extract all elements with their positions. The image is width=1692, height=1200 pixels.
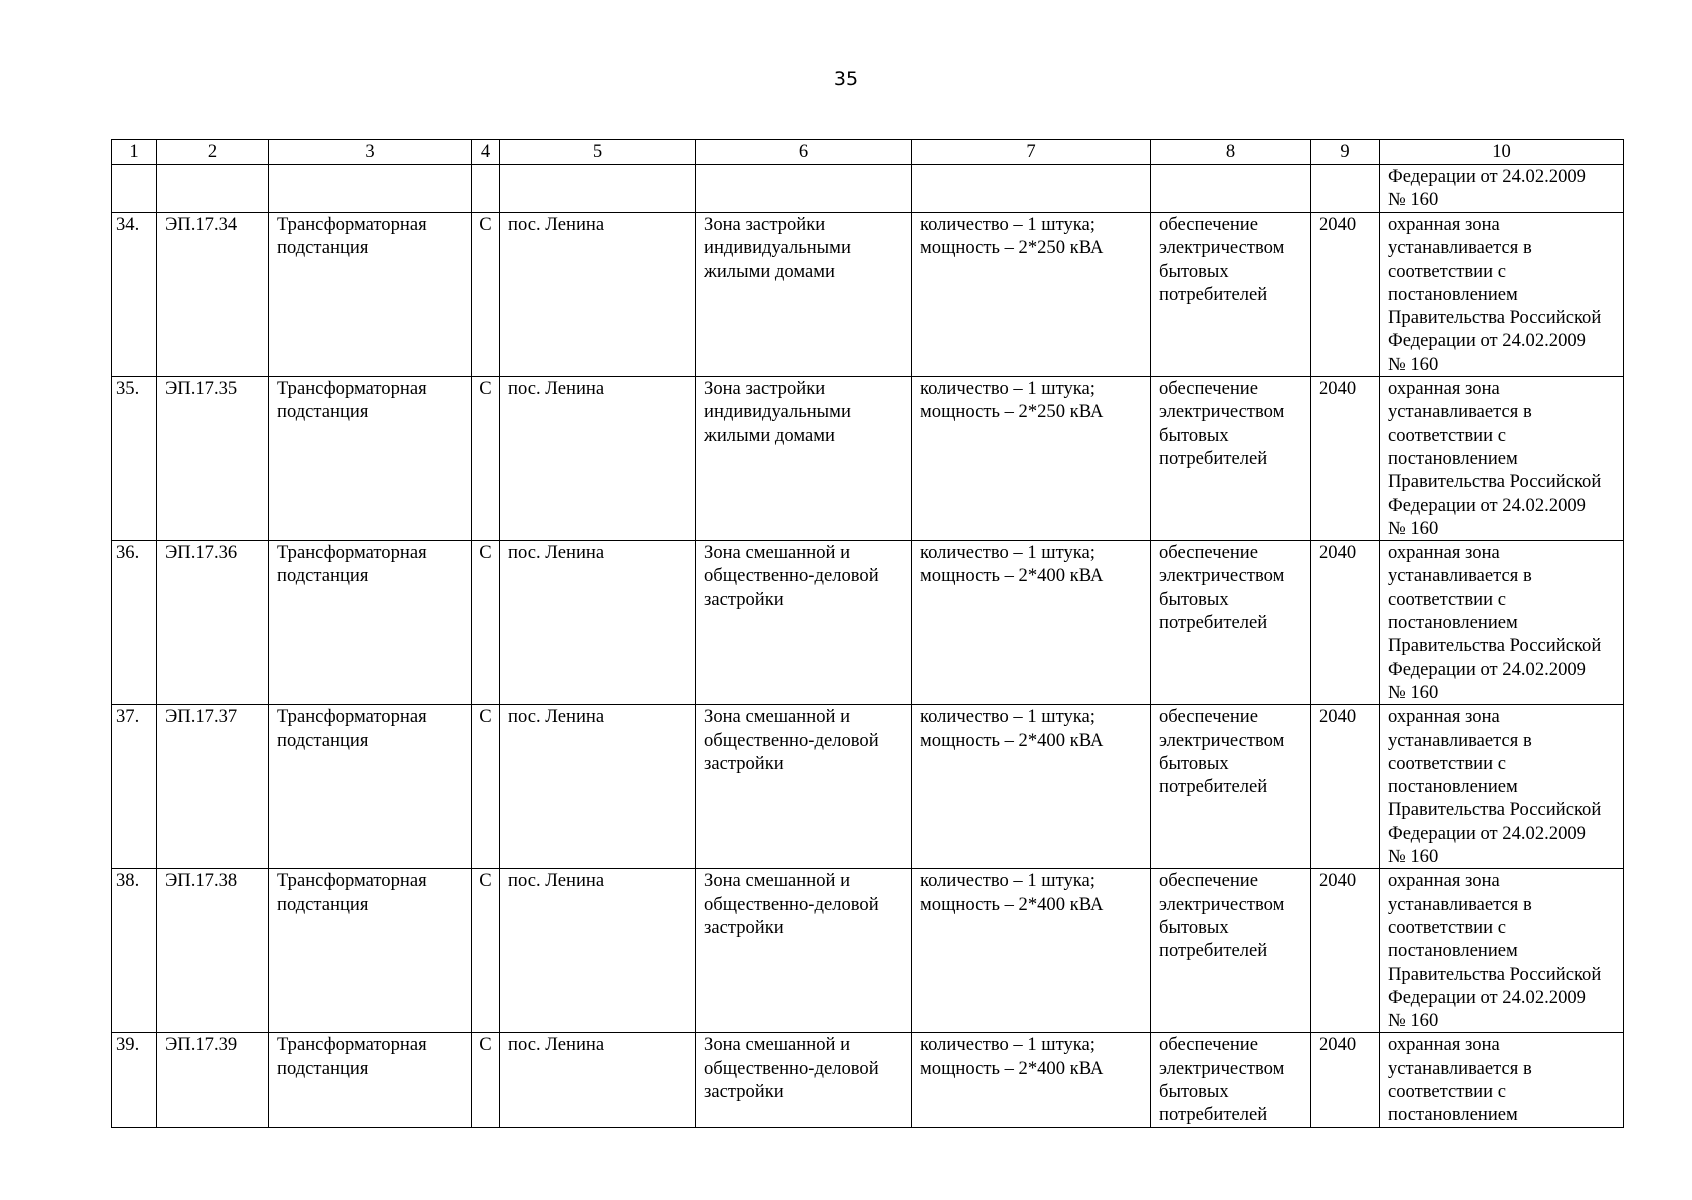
status-cell: С — [472, 869, 500, 1033]
cell-line: мощность – 2*250 кВА — [920, 401, 1104, 423]
note-cell — [1380, 705, 1624, 869]
cell-line: бытовых — [1159, 916, 1229, 938]
column-number-cell: 9 — [1311, 140, 1380, 165]
cell-line: Правительства Российской — [1388, 799, 1602, 821]
object-name-cell — [269, 541, 472, 705]
row-number-cell: 35. — [112, 377, 157, 541]
column-number-cell: 8 — [1151, 140, 1311, 165]
cell-line: соответствии с — [1388, 260, 1506, 282]
object-code-cell: ЭП.17.39 — [157, 1033, 269, 1127]
location-cell: пос. Ленина — [500, 213, 696, 377]
cell-line: жилыми домами — [704, 260, 835, 282]
status-cell: С — [472, 377, 500, 541]
cell-line: потребителей — [1159, 940, 1268, 962]
cell-line: подстанция — [277, 729, 369, 751]
cell-line: постановлением — [1388, 283, 1518, 305]
cell-line: подстанция — [277, 893, 369, 915]
cell-line: Правительства Российской — [1388, 307, 1602, 329]
cell-line: Федерации от 24.02.2009 — [1388, 166, 1586, 187]
cell-line: Трансформаторная — [277, 542, 427, 564]
purpose-cell — [1151, 377, 1311, 541]
parameters-cell — [912, 213, 1151, 377]
cell-line: бытовых — [1159, 260, 1229, 282]
cell-line: Трансформаторная — [277, 870, 427, 892]
year-cell: 2040 — [1311, 1033, 1380, 1127]
cell-line: индивидуальными — [704, 237, 851, 259]
column-number-cell: 6 — [696, 140, 912, 165]
cell-line: Федерации от 24.02.2009 — [1388, 494, 1586, 516]
location-cell: пос. Ленина — [500, 377, 696, 541]
table-cell — [1311, 165, 1380, 213]
object-code-cell: ЭП.17.34 — [157, 213, 269, 377]
cell-line: постановлением — [1388, 776, 1518, 798]
cell-line: охранная зона — [1388, 378, 1500, 400]
cell-line: охранная зона — [1388, 214, 1500, 235]
cell-line: соответствии с — [1388, 424, 1506, 446]
cell-line: количество – 1 штука; — [920, 870, 1095, 892]
cell-line: Зона застройки — [704, 378, 826, 400]
cell-line: электричеством — [1159, 565, 1285, 587]
table-cell — [1380, 165, 1624, 213]
cell-line: общественно-деловой — [704, 1057, 879, 1079]
cell-line: потребителей — [1159, 283, 1268, 305]
column-number-cell: 10 — [1380, 140, 1624, 165]
cell-line: количество – 1 штука; — [920, 706, 1095, 728]
column-number-cell: 5 — [500, 140, 696, 165]
cell-line: устанавливается в — [1388, 893, 1532, 915]
year-cell: 2040 — [1311, 705, 1380, 869]
cell-line: застройки — [704, 916, 784, 938]
note-cell — [1380, 1033, 1624, 1127]
row-number-cell: 34. — [112, 213, 157, 377]
note-cell — [1380, 377, 1624, 541]
table-cell — [696, 165, 912, 213]
cell-line: соответствии с — [1388, 1080, 1506, 1102]
page-number: 35 — [833, 68, 859, 90]
row-number-cell: 37. — [112, 705, 157, 869]
cell-line: потребителей — [1159, 1104, 1268, 1126]
cell-line: Зона застройки — [704, 214, 826, 235]
cell-line: мощность – 2*400 кВА — [920, 1057, 1104, 1079]
table-row — [112, 377, 1624, 541]
cell-line: бытовых — [1159, 752, 1229, 774]
table-row — [112, 1033, 1624, 1127]
cell-line: застройки — [704, 588, 784, 610]
location-cell: пос. Ленина — [500, 705, 696, 869]
continuation-row — [112, 165, 1624, 213]
zone-cell — [696, 213, 912, 377]
cell-line: Трансформаторная — [277, 214, 427, 235]
cell-line: общественно-деловой — [704, 893, 879, 915]
table-row — [112, 869, 1624, 1033]
cell-line: электричеством — [1159, 729, 1285, 751]
cell-line: Федерации от 24.02.2009 — [1388, 986, 1586, 1008]
object-name-cell — [269, 1033, 472, 1127]
object-code-cell: ЭП.17.36 — [157, 541, 269, 705]
cell-line: подстанция — [277, 401, 369, 423]
cell-line: застройки — [704, 1080, 784, 1102]
parameters-cell — [912, 1033, 1151, 1127]
cell-line: Зона смешанной и — [704, 706, 851, 728]
cell-line: постановлением — [1388, 447, 1518, 469]
cell-line: электричеством — [1159, 1057, 1285, 1079]
cell-line: охранная зона — [1388, 1034, 1500, 1056]
cell-line: устанавливается в — [1388, 1057, 1532, 1079]
parameters-cell — [912, 869, 1151, 1033]
cell-line: обеспечение — [1159, 378, 1258, 400]
zone-cell — [696, 541, 912, 705]
cell-line: устанавливается в — [1388, 237, 1532, 259]
location-cell: пос. Ленина — [500, 1033, 696, 1127]
cell-line: охранная зона — [1388, 706, 1500, 728]
cell-line: охранная зона — [1388, 870, 1500, 892]
cell-line: потребителей — [1159, 447, 1268, 469]
cell-line: мощность – 2*400 кВА — [920, 729, 1104, 751]
cell-line: № 160 — [1388, 1010, 1439, 1032]
cell-line: застройки — [704, 752, 784, 774]
cell-line: Зона смешанной и — [704, 870, 851, 892]
cell-line: Зона смешанной и — [704, 1034, 851, 1056]
object-code-cell: ЭП.17.37 — [157, 705, 269, 869]
cell-line: электричеством — [1159, 401, 1285, 423]
cell-line: обеспечение — [1159, 542, 1258, 564]
cell-line: № 160 — [1388, 517, 1439, 539]
table-row — [112, 541, 1624, 705]
cell-line: охранная зона — [1388, 542, 1500, 564]
column-number-cell: 7 — [912, 140, 1151, 165]
cell-line: подстанция — [277, 565, 369, 587]
cell-line: обеспечение — [1159, 214, 1258, 235]
cell-line: Правительства Российской — [1388, 963, 1602, 985]
cell-line: устанавливается в — [1388, 401, 1532, 423]
cell-line: Правительства Российской — [1388, 635, 1602, 657]
table-cell — [157, 165, 269, 213]
cell-line: подстанция — [277, 237, 369, 259]
zone-cell — [696, 377, 912, 541]
column-number-cell: 3 — [269, 140, 472, 165]
purpose-cell — [1151, 213, 1311, 377]
cell-line: соответствии с — [1388, 752, 1506, 774]
cell-line: соответствии с — [1388, 588, 1506, 610]
cell-line: Трансформаторная — [277, 706, 427, 728]
cell-line: количество – 1 штука; — [920, 378, 1095, 400]
cell-line: количество – 1 штука; — [920, 214, 1095, 235]
cell-line: № 160 — [1388, 681, 1439, 703]
cell-line: № 160 — [1388, 353, 1439, 375]
cell-line: обеспечение — [1159, 870, 1258, 892]
planned-objects-table — [111, 139, 1624, 1128]
parameters-cell — [912, 705, 1151, 869]
table-row — [112, 705, 1624, 869]
purpose-cell — [1151, 1033, 1311, 1127]
table-cell — [1151, 165, 1311, 213]
year-cell: 2040 — [1311, 213, 1380, 377]
parameters-cell — [912, 541, 1151, 705]
cell-line: мощность – 2*400 кВА — [920, 565, 1104, 587]
cell-line: Федерации от 24.02.2009 — [1388, 658, 1586, 680]
cell-line: мощность – 2*250 кВА — [920, 237, 1104, 259]
zone-cell — [696, 1033, 912, 1127]
cell-line: Трансформаторная — [277, 1034, 427, 1056]
cell-line: соответствии с — [1388, 916, 1506, 938]
cell-line: бытовых — [1159, 1080, 1229, 1102]
column-number-cell: 4 — [472, 140, 500, 165]
note-cell — [1380, 213, 1624, 377]
table-row — [112, 213, 1624, 377]
object-name-cell — [269, 377, 472, 541]
cell-line: общественно-деловой — [704, 565, 879, 587]
column-number-cell: 1 — [112, 140, 157, 165]
cell-line: количество – 1 штука; — [920, 542, 1095, 564]
year-cell: 2040 — [1311, 541, 1380, 705]
purpose-cell — [1151, 705, 1311, 869]
parameters-cell — [912, 377, 1151, 541]
cell-line: Трансформаторная — [277, 378, 427, 400]
location-cell: пос. Ленина — [500, 869, 696, 1033]
cell-line: жилыми домами — [704, 424, 835, 446]
object-name-cell — [269, 705, 472, 869]
cell-line: бытовых — [1159, 588, 1229, 610]
status-cell: С — [472, 1033, 500, 1127]
purpose-cell — [1151, 541, 1311, 705]
cell-line: бытовых — [1159, 424, 1229, 446]
cell-line: постановлением — [1388, 940, 1518, 962]
zone-cell — [696, 869, 912, 1033]
row-number-cell: 39. — [112, 1033, 157, 1127]
cell-line: Правительства Российской — [1388, 471, 1602, 493]
cell-line: потребителей — [1159, 612, 1268, 634]
object-name-cell — [269, 213, 472, 377]
purpose-cell — [1151, 869, 1311, 1033]
status-cell: С — [472, 541, 500, 705]
object-name-cell — [269, 869, 472, 1033]
cell-line: индивидуальными — [704, 401, 851, 423]
table-cell — [912, 165, 1151, 213]
zone-cell — [696, 705, 912, 869]
row-number-cell: 38. — [112, 869, 157, 1033]
cell-line: количество – 1 штука; — [920, 1034, 1095, 1056]
table-cell — [269, 165, 472, 213]
cell-line: № 160 — [1388, 846, 1439, 868]
cell-line: Федерации от 24.02.2009 — [1388, 822, 1586, 844]
object-code-cell: ЭП.17.38 — [157, 869, 269, 1033]
cell-line: устанавливается в — [1388, 565, 1532, 587]
note-cell — [1380, 869, 1624, 1033]
cell-line: мощность – 2*400 кВА — [920, 893, 1104, 915]
cell-line: электричеством — [1159, 893, 1285, 915]
table-cell — [112, 165, 157, 213]
cell-line: обеспечение — [1159, 706, 1258, 728]
year-cell: 2040 — [1311, 377, 1380, 541]
cell-line: потребителей — [1159, 776, 1268, 798]
table-cell — [472, 165, 500, 213]
status-cell: С — [472, 213, 500, 377]
cell-line: Федерации от 24.02.2009 — [1388, 330, 1586, 352]
row-number-cell: 36. — [112, 541, 157, 705]
cell-line: № 160 — [1388, 189, 1439, 211]
cell-line: электричеством — [1159, 237, 1285, 259]
cell-line: подстанция — [277, 1057, 369, 1079]
cell-line: общественно-деловой — [704, 729, 879, 751]
object-code-cell: ЭП.17.35 — [157, 377, 269, 541]
table-body — [112, 140, 1624, 1128]
location-cell: пос. Ленина — [500, 541, 696, 705]
cell-line: постановлением — [1388, 1104, 1518, 1126]
cell-line: обеспечение — [1159, 1034, 1258, 1056]
cell-line: постановлением — [1388, 612, 1518, 634]
note-cell — [1380, 541, 1624, 705]
table-cell — [500, 165, 696, 213]
cell-line: Зона смешанной и — [704, 542, 851, 564]
status-cell: С — [472, 705, 500, 869]
cell-line: устанавливается в — [1388, 729, 1532, 751]
column-number-row — [112, 140, 1624, 165]
year-cell: 2040 — [1311, 869, 1380, 1033]
column-number-cell: 2 — [157, 140, 269, 165]
